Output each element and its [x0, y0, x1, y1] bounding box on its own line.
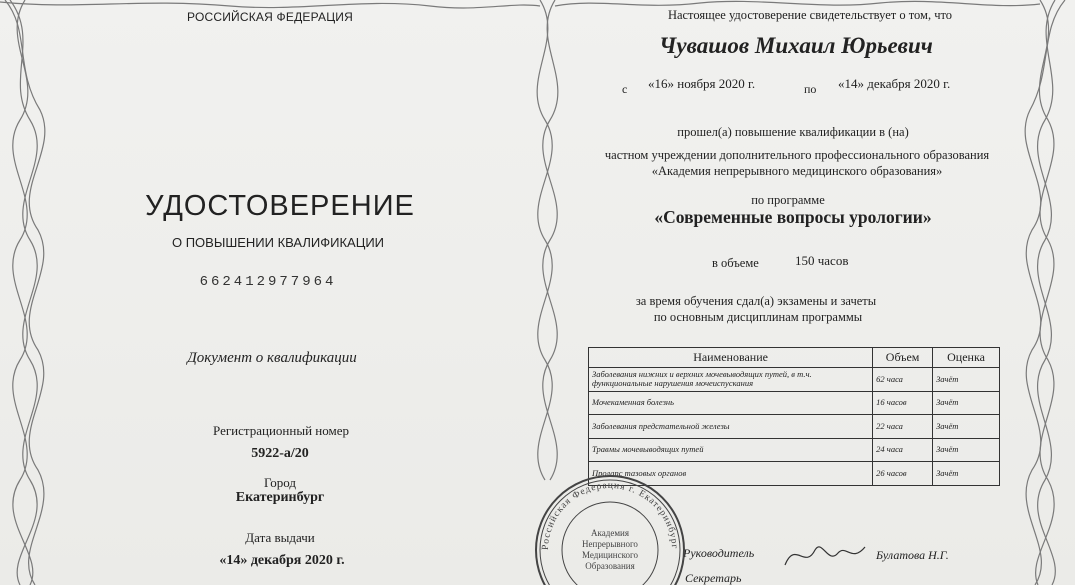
passed-text: прошел(а) повышение квалификации в (на) [677, 125, 909, 139]
row-name: Травмы мочевыводящих путей [589, 438, 873, 462]
program-name: «Современные вопросы урологии» [654, 207, 932, 227]
to-label: по [804, 82, 817, 96]
volume-value: 150 часов [795, 253, 849, 268]
exams-line-1: за время обучения сдал(а) экзамены и зачеты [635, 294, 877, 308]
document-title: УДОСТОВЕРЕНИЕ [145, 190, 415, 222]
row-hours: 24 часа [873, 438, 933, 462]
program-label: по программе [751, 193, 825, 207]
disciplines-table [588, 347, 1000, 486]
row-hours: 62 часа [873, 368, 933, 392]
official-stamp [532, 472, 688, 585]
city-label: Город [263, 475, 297, 490]
table-row [589, 391, 1000, 415]
row-grade: Зачёт [933, 462, 1000, 486]
row-name: Заболевания нижних и верхних мочевыводящих путей, в т.ч. функциональные нарушения мочеиспускания [589, 368, 873, 392]
from-label: с [622, 82, 628, 96]
row-hours: 16 часов [873, 391, 933, 415]
issue-date-label: Дата выдачи [245, 530, 315, 545]
exams-line-2: по основным дисциплинам программы [653, 310, 863, 324]
row-name: Мочекаменная болезнь [589, 391, 873, 415]
stamp-line-2: Непрерывного [582, 539, 638, 549]
organization-line-1: частном учреждении дополнительного профессионального образования [604, 148, 990, 162]
holder-name: Чувашов Михаил Юрьевич [659, 33, 933, 58]
table-row [589, 415, 1000, 439]
row-grade: Зачёт [933, 438, 1000, 462]
row-hours: 26 часов [873, 462, 933, 486]
row-name: Пролапс тазовых органов [589, 462, 873, 486]
certifies-text: Настоящее удостоверение свидетельствует о том, что [667, 8, 953, 22]
row-grade: Зачёт [933, 368, 1000, 392]
country-header: РОССИЙСКАЯ ФЕДЕРАЦИЯ [187, 10, 353, 24]
table-row [589, 438, 1000, 462]
from-date: «16» ноября 2020 г. [648, 76, 756, 91]
stamp-ring-text: Российская Федерация г. Екатеринбург [540, 480, 680, 551]
head-label: Руководитель [683, 546, 755, 560]
row-grade: Зачёт [933, 391, 1000, 415]
row-grade: Зачёт [933, 415, 1000, 439]
organization-line-2: «Академия непрерывного медицинского образования» [651, 164, 943, 178]
document-type: Документ о квалификации [187, 350, 357, 366]
stamp-line-1: Академия [591, 528, 629, 538]
header-name: Наименование [589, 348, 873, 368]
stamp-line-3: Медицинского [582, 550, 638, 560]
document-subtitle: О ПОВЫШЕНИИ КВАЛИФИКАЦИИ [171, 235, 385, 250]
row-name: Заболевания предстательной железы [589, 415, 873, 439]
table-header-row [589, 348, 1000, 368]
registration-number: 5922-а/20 [251, 446, 309, 461]
stamp-line-4: Образования [585, 561, 635, 571]
serial-number: 662412977964 [199, 274, 337, 290]
header-grade: Оценка [933, 348, 1000, 368]
volume-label: в объеме [712, 256, 759, 270]
secretary-label: Секретарь [685, 571, 742, 585]
head-name: Булатова Н.Г. [876, 548, 949, 562]
signature [780, 535, 870, 575]
registration-label: Регистрационный номер [213, 423, 349, 438]
issue-date: «14» декабря 2020 г. [219, 553, 345, 568]
city-value: Екатеринбург [235, 490, 325, 505]
to-date: «14» декабря 2020 г. [838, 76, 951, 91]
row-hours: 22 часа [873, 415, 933, 439]
header-volume: Объем [873, 348, 933, 368]
table-row [589, 368, 1000, 392]
